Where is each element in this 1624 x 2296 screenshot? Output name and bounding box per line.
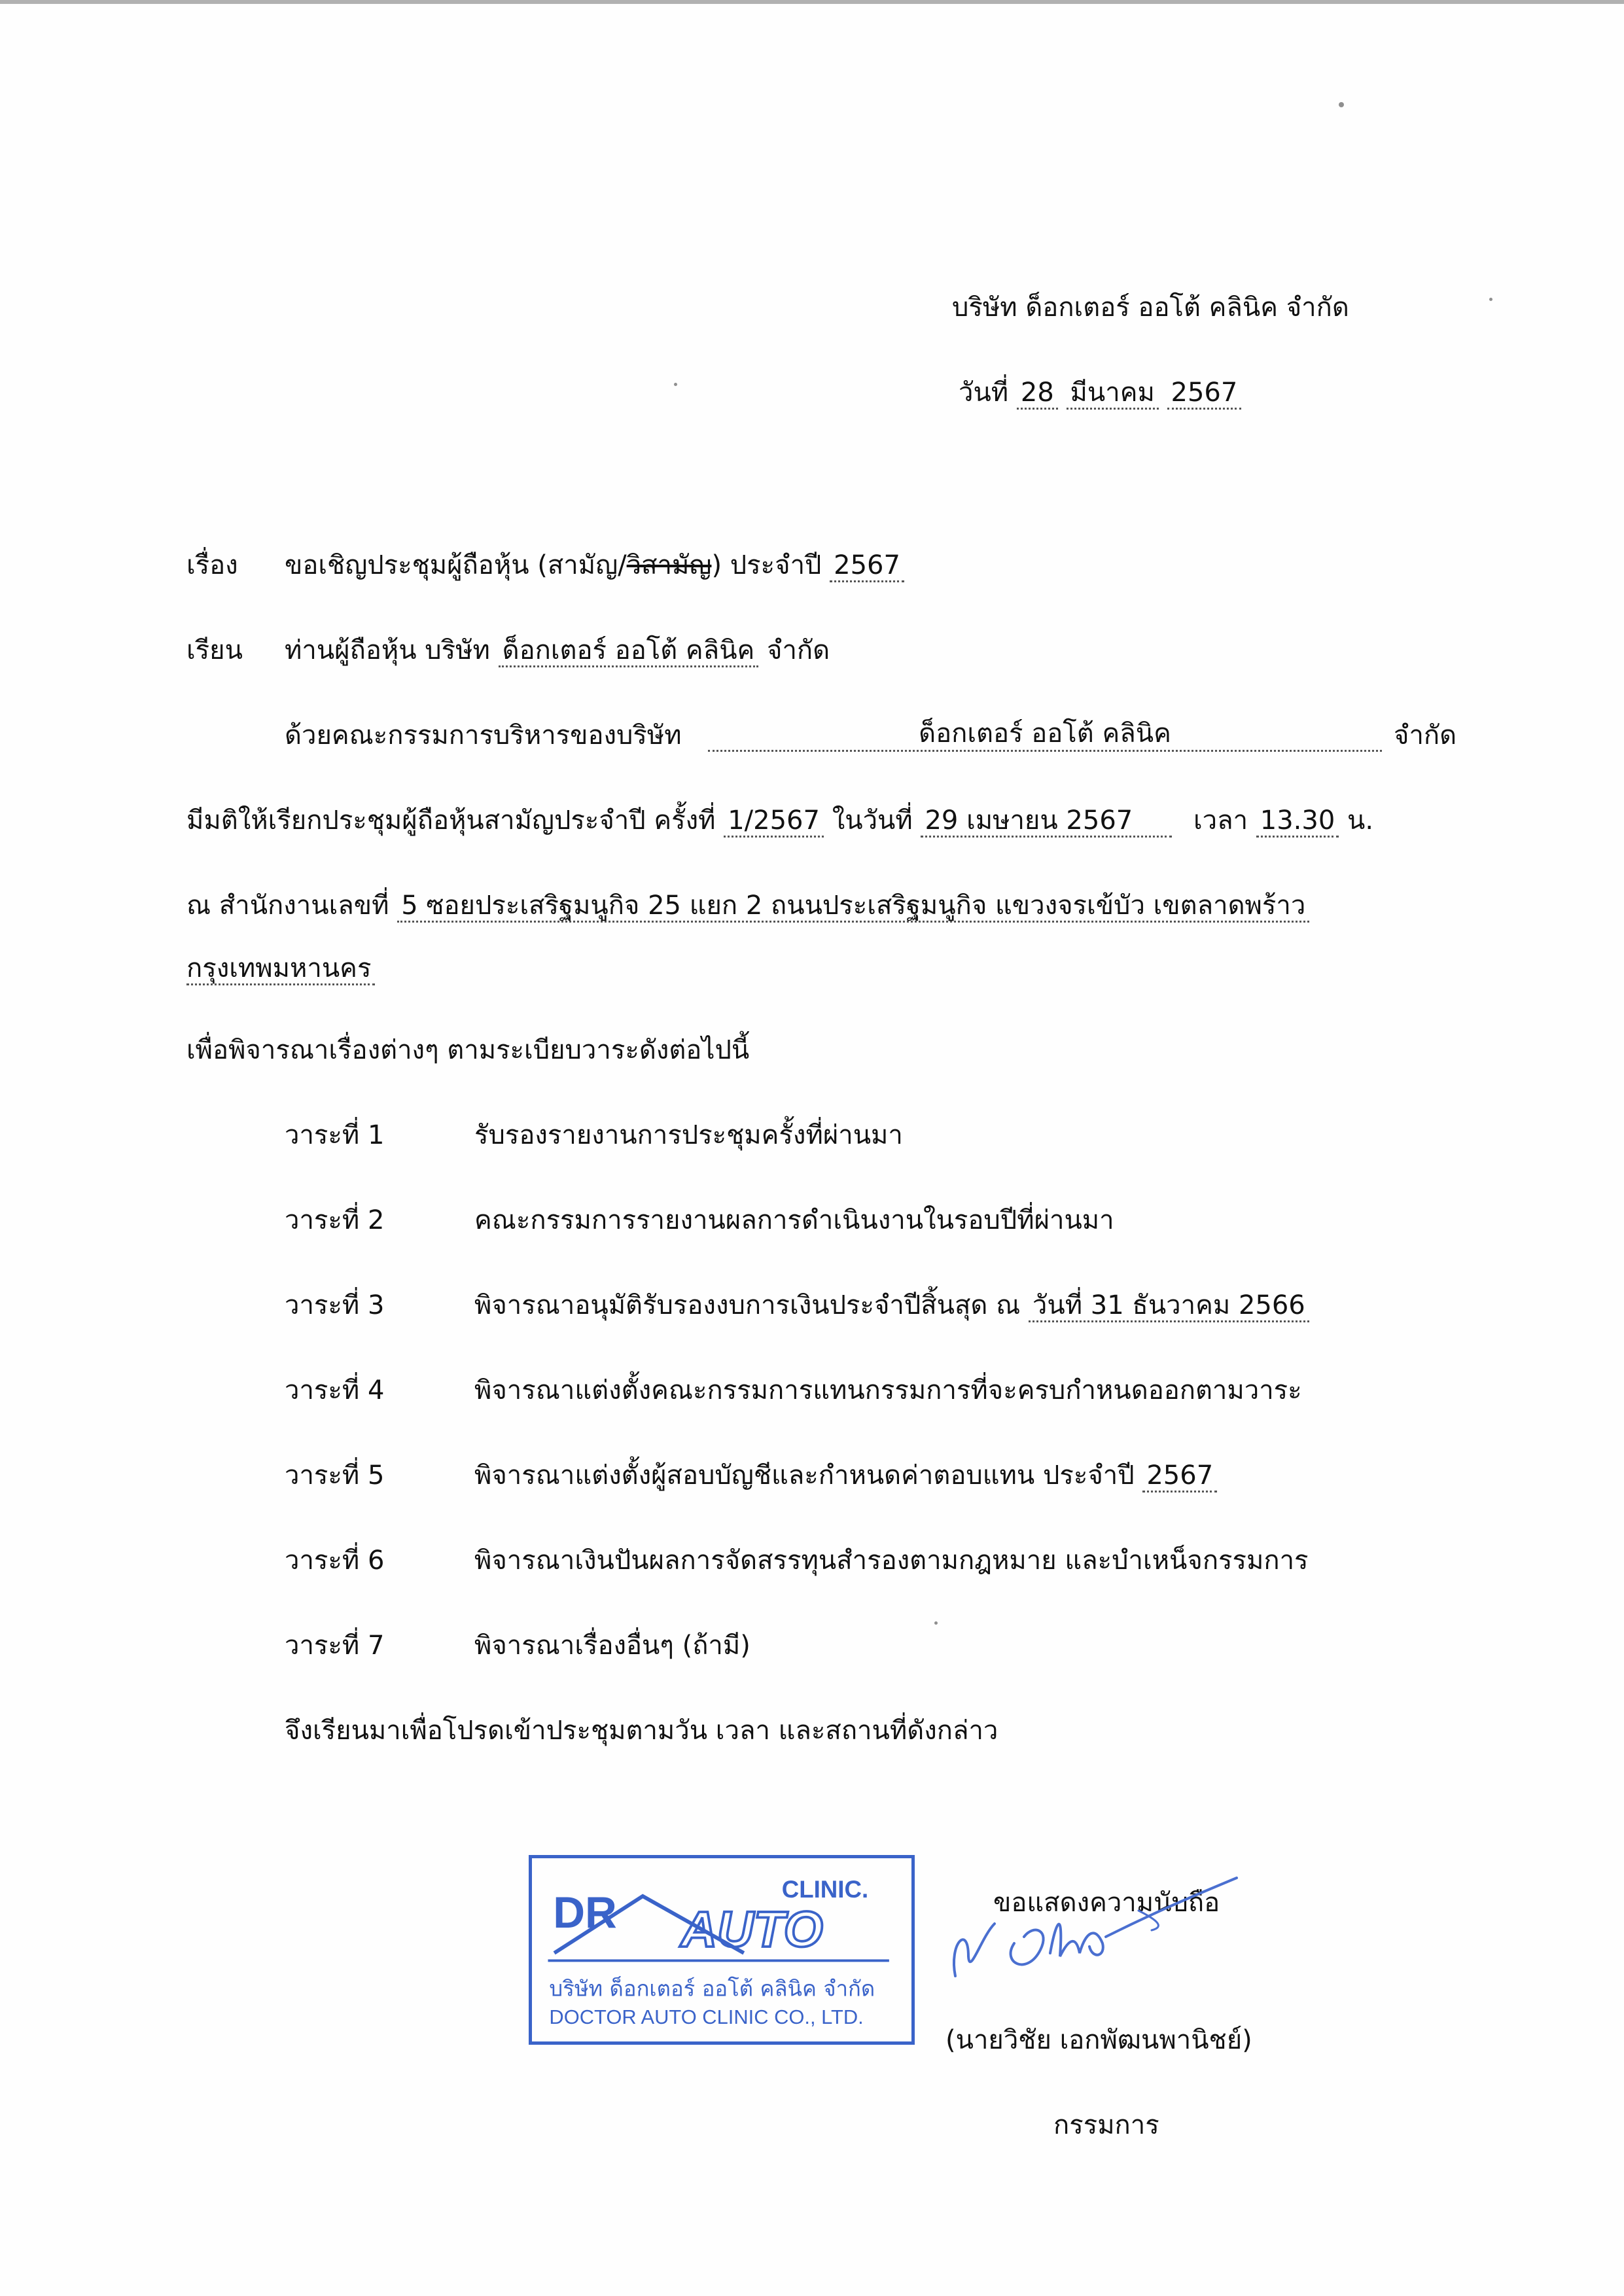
subject-text-b: ) ประจำปี bbox=[711, 550, 822, 580]
subject-label-text: เรื่อง bbox=[186, 550, 238, 580]
agenda-item-1 bbox=[285, 1117, 384, 1154]
agenda-text: รับรองรายงานการประชุมครั้งที่ผ่านมา bbox=[474, 1120, 903, 1150]
agenda-label: วาระที่ 4 bbox=[285, 1375, 385, 1405]
date-day: 28 bbox=[1017, 378, 1058, 410]
agenda-text-3 bbox=[474, 1287, 1309, 1324]
meeting-address: 5 ซอยประเสริฐมนูกิจ 25 แยก 2 ถนนประเสริฐมนูกิจ แขวงจรเข้บัว เขตลาดพร้าว bbox=[397, 891, 1309, 923]
meeting-address-city: กรุงเทพมหานคร bbox=[186, 953, 375, 985]
subject-label bbox=[186, 547, 238, 584]
agenda-text: พิจารณาแต่งตั้งผู้สอบบัญชีและกำหนดค่าตอบแทน ประจำปี bbox=[474, 1460, 1135, 1491]
agenda-text: พิจารณาแต่งตั้งคณะกรรมการแทนกรรมการที่จะครบกำหนดออกตามวาระ bbox=[474, 1375, 1302, 1405]
agenda-intro bbox=[186, 1032, 749, 1069]
meeting-number: 1/2567 bbox=[724, 805, 824, 838]
agenda-text-6 bbox=[474, 1542, 1309, 1579]
agenda-text: คณะกรรมการรายงานผลการดำเนินงานในรอบปีที่ผ่านมา bbox=[474, 1205, 1114, 1235]
signer-position-text: กรรมการ bbox=[1053, 2110, 1159, 2140]
agenda-label: วาระที่ 6 bbox=[285, 1545, 385, 1576]
subject-struck-word: วิสามัญ bbox=[626, 550, 712, 580]
body-line-1-b bbox=[1394, 717, 1456, 754]
body-line-2 bbox=[186, 802, 1373, 839]
closing-text: จึงเรียนมาเพื่อโปรดเข้าประชุมตามวัน เวลา และสถานที่ดังกล่าว bbox=[285, 1716, 998, 1746]
company-name: บริษัท ด็อกเตอร์ ออโต้ คลินิค จำกัด bbox=[952, 292, 1349, 323]
agenda-text-7 bbox=[474, 1627, 750, 1664]
scan-speck bbox=[1339, 102, 1344, 107]
body-line-2-c: เวลา bbox=[1193, 805, 1248, 836]
signer-name-text: (นายวิชัย เอกพัฒนพานิชย์) bbox=[945, 2025, 1252, 2055]
meeting-time: 13.30 bbox=[1256, 805, 1339, 838]
date-year: 2567 bbox=[1167, 378, 1242, 410]
stamp-dr-text: DR bbox=[553, 1888, 617, 1938]
agenda-intro-text: เพื่อพิจารณาเรื่องต่างๆ ตามระเบียบวาระดังต่อไปนี้ bbox=[186, 1035, 750, 1065]
regards-text: ขอแสดงความนับถือ bbox=[993, 1888, 1220, 1918]
body-line-1-b-text: จำกัด bbox=[1394, 720, 1457, 751]
body-line-2-b: ในวันที่ bbox=[832, 805, 913, 836]
agenda-label: วาระที่ 1 bbox=[285, 1120, 385, 1150]
stamp-auto-text: AUTO bbox=[680, 1901, 823, 1958]
scan-speck bbox=[1489, 298, 1492, 301]
body-line-1-company bbox=[708, 717, 1382, 752]
agenda-year: 2567 bbox=[1142, 1460, 1217, 1492]
company-stamp bbox=[529, 1855, 915, 2045]
recipient-text-a: ท่านผู้ถือหุ้น บริษัท bbox=[285, 635, 490, 665]
handwritten-signature bbox=[942, 1865, 1243, 2009]
body-line-3 bbox=[186, 887, 1309, 924]
agenda-item-4 bbox=[285, 1372, 384, 1409]
recipient-label bbox=[186, 632, 243, 669]
scan-speck bbox=[934, 1621, 938, 1625]
agenda-text-4 bbox=[474, 1372, 1302, 1409]
signer-name bbox=[945, 2022, 1252, 2058]
stamp-english-name: DOCTOR AUTO CLINIC CO., LTD. bbox=[549, 2005, 864, 2028]
stamp-clinic-text: CLINIC. bbox=[781, 1875, 869, 1903]
body-line-1-a-text: ด้วยคณะกรรมการบริหารของบริษัท bbox=[285, 720, 682, 751]
agenda-label: วาระที่ 5 bbox=[285, 1460, 385, 1491]
subject-text-a: ขอเชิญประชุมผู้ถือหุ้น (สามัญ/ bbox=[285, 550, 627, 580]
agenda-text-5 bbox=[474, 1457, 1217, 1494]
agenda-item-5 bbox=[285, 1457, 384, 1494]
meeting-date: 29 เมษายน 2567 bbox=[921, 805, 1172, 838]
scan-speck bbox=[674, 383, 677, 386]
agenda-label: วาระที่ 3 bbox=[285, 1290, 385, 1320]
signer-position bbox=[1053, 2107, 1159, 2144]
agenda-text: พิจารณาอนุมัติรับรองงบการเงินประจำปีสิ้นสุด ณ bbox=[474, 1290, 1021, 1320]
body-line-2-a: มีมติให้เรียกประชุมผู้ถือหุ้นสามัญประจำปี ครั้งที่ bbox=[186, 805, 716, 836]
recipient-text bbox=[285, 632, 830, 669]
date-line bbox=[959, 374, 1241, 411]
agenda-label: วาระที่ 2 bbox=[285, 1205, 385, 1235]
body-line-1-company-text: ด็อกเตอร์ ออโต้ คลินิค bbox=[919, 718, 1171, 749]
agenda-item-2 bbox=[285, 1202, 384, 1239]
agenda-item-7 bbox=[285, 1627, 384, 1664]
date-prefix: วันที่ bbox=[959, 378, 1009, 408]
agenda-text-2 bbox=[474, 1202, 1114, 1239]
company-header bbox=[952, 289, 1349, 326]
agenda-date: วันที่ 31 ธันวาคม 2566 bbox=[1029, 1290, 1309, 1322]
subject-year: 2567 bbox=[830, 550, 904, 582]
agenda-text-1 bbox=[474, 1117, 903, 1154]
agenda-text: พิจารณาเงินปันผลการจัดสรรทุนสำรองตามกฎหมาย และบำเหน็จกรรมการ bbox=[474, 1545, 1309, 1576]
body-line-3-cont bbox=[186, 950, 375, 987]
body-line-1-a bbox=[285, 717, 682, 754]
recipient-label-text: เรียน bbox=[186, 635, 243, 665]
recipient-company: ด็อกเตอร์ ออโต้ คลินิค bbox=[499, 635, 759, 667]
stamp-thai-name: บริษัท ด็อกเตอร์ ออโต้ คลินิค จำกัด bbox=[549, 1976, 875, 2002]
agenda-text: พิจารณาเรื่องอื่นๆ (ถ้ามี) bbox=[474, 1631, 750, 1661]
recipient-text-b: จำกัด bbox=[767, 635, 830, 665]
stamp-logo bbox=[532, 1858, 911, 2041]
body-line-2-d: น. bbox=[1347, 805, 1374, 836]
agenda-label: วาระที่ 7 bbox=[285, 1631, 385, 1661]
date-month: มีนาคม bbox=[1067, 378, 1159, 410]
scan-edge-line bbox=[0, 0, 1624, 4]
agenda-item-6 bbox=[285, 1542, 384, 1579]
closing-line bbox=[285, 1712, 998, 1749]
body-line-3-a: ณ สำนักงานเลขที่ bbox=[186, 891, 389, 921]
agenda-item-3 bbox=[285, 1287, 384, 1324]
subject-text bbox=[285, 547, 904, 584]
